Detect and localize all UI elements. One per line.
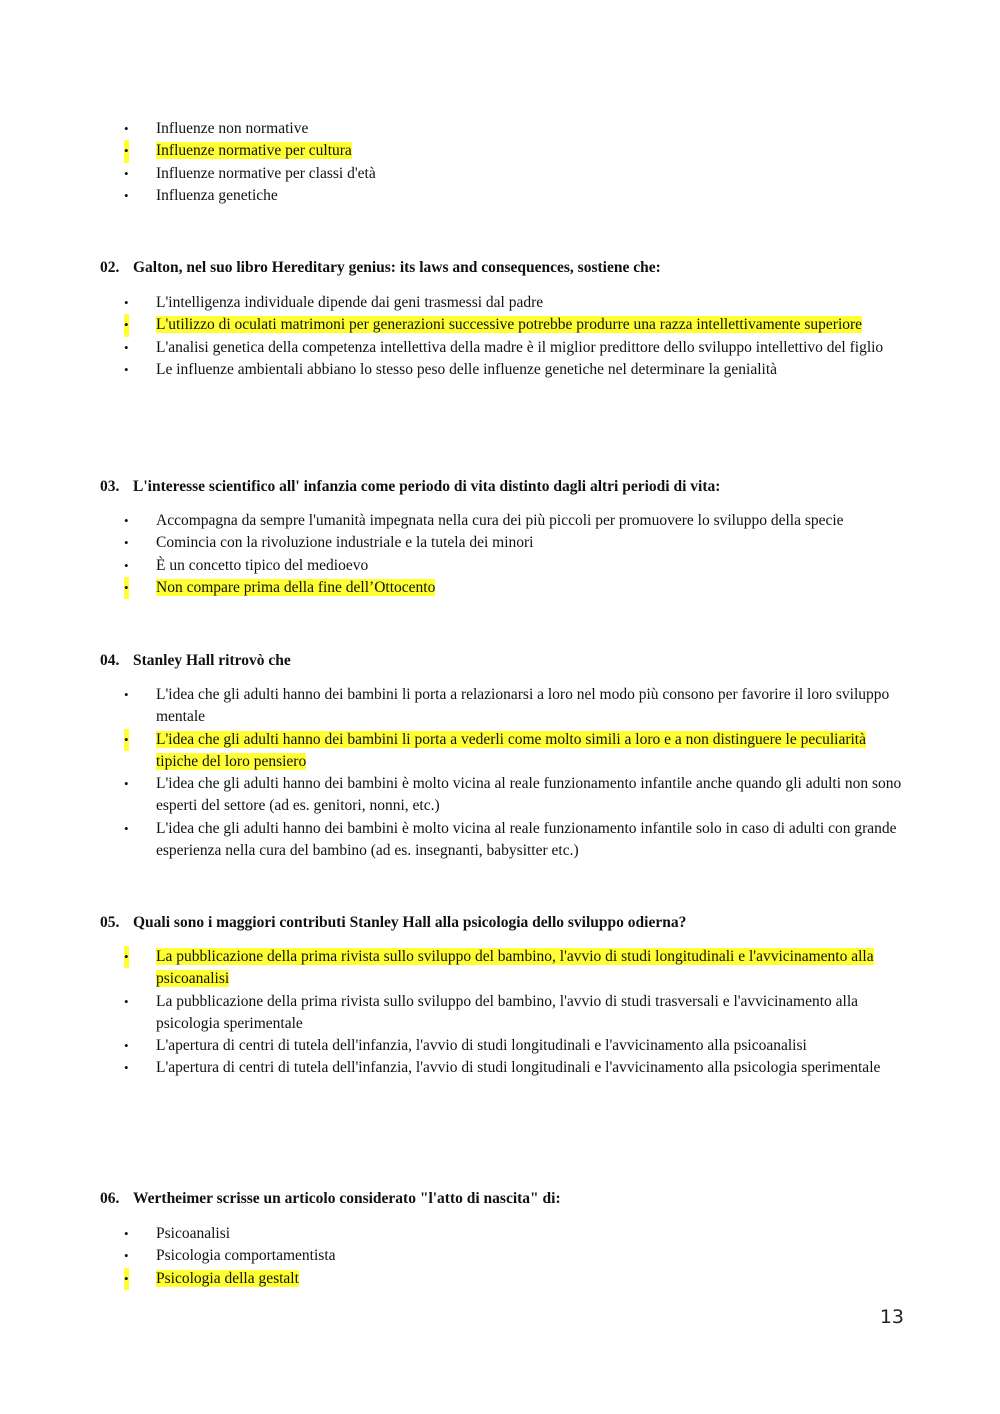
q03-question (100, 476, 920, 498)
q06-number: 06. (100, 1190, 120, 1207)
q06-options (100, 1223, 910, 1290)
q02-text: Galton, nel suo libro Hereditary genius: its laws and consequences, sostiene che: (133, 259, 661, 276)
q01-option-4: • Influenza genetiche (100, 185, 910, 207)
q06-option-3-correct: • Psicologia della gestalt (100, 1268, 910, 1290)
q01-options (100, 118, 910, 207)
q03-number: 03. (100, 478, 120, 495)
q04-number: 04. (100, 652, 120, 669)
bullet: • (124, 776, 129, 792)
q04-option-4: • L'idea che gli adulti hanno dei bambini è molto vicina al reale funzionamento infantile solo in caso di adulti con grande esperienza nella cura del bambino (ad es. insegnanti, babysitter etc.) (124, 819, 897, 860)
bullet: • (124, 165, 129, 181)
bullet: • (124, 946, 129, 968)
q04-text: Stanley Hall ritrovò che (133, 652, 291, 669)
page-number: 13 (879, 1306, 904, 1328)
bullet: • (124, 557, 129, 573)
q05-text: Quali sono i maggiori contributi Stanley Hall alla psicologia dello sviluppo odierna? (133, 914, 687, 931)
bullet: • (124, 140, 129, 162)
bullet: • (124, 1248, 129, 1264)
q04-option-1: • L'idea che gli adulti hanno dei bambini li porta a relazionarsi a loro nel modo più consono per favorire il loro sviluppo mentale (124, 686, 890, 726)
q02-option-3: • L'analisi genetica della competenza intellettiva della madre è il miglior predittore dello sviluppo intellettivo del figlio (100, 337, 910, 359)
bullet: • (124, 993, 129, 1009)
bullet: • (124, 577, 129, 599)
q01-option-3: • Influenze normative per classi d'età (100, 163, 910, 185)
q06-option-1: • Psicoanalisi (100, 1223, 910, 1245)
q02-option-1: • L'intelligenza individuale dipende dai geni trasmessi dal padre (100, 292, 910, 314)
q05-option-2: • La pubblicazione della prima rivista sullo sviluppo del bambino, l'avvio di studi trasversali e l'avvicinamento alla psicologia sperimentale (124, 992, 859, 1032)
q02-option-2-correct: • L'utilizzo di oculati matrimoni per generazioni successive potrebbe produrre una razza intellettivamente superiore (100, 314, 910, 336)
q06-question (100, 1188, 920, 1210)
q02-number: 02. (100, 259, 120, 276)
bullet: • (124, 820, 129, 836)
q06-text: Wertheimer scrisse un articolo considerato "l'atto di nascita" di: (133, 1190, 561, 1207)
bullet: • (124, 729, 129, 751)
q01-option-1: • Influenze non normative (100, 118, 910, 140)
q02-question (100, 257, 920, 279)
q05-option-3: • L'apertura di centri di tutela dell'infanzia, l'avvio di studi longitudinali e l'avvicinamento alla psicoanalisi (100, 1035, 910, 1057)
q02-option-4: • Le influenze ambientali abbiano lo stesso peso delle influenze genetiche nel determinare la genialità (100, 359, 910, 381)
bullet: • (124, 1038, 129, 1054)
q03-options (100, 510, 910, 599)
q03-option-4-correct: • Non compare prima della fine dell’Ottocento (100, 577, 910, 599)
bullet: • (124, 314, 129, 336)
q03-text: L'interesse scientifico all' infanzia come periodo di vita distinto dagli altri periodi di vita: (133, 478, 721, 495)
q03-option-2: • Comincia con la rivoluzione industriale e la tutela dei minori (100, 532, 910, 554)
bullet: • (124, 121, 129, 136)
bullet: • (124, 535, 129, 551)
bullet: • (124, 687, 129, 702)
q04-options (100, 684, 910, 862)
bullet: • (124, 361, 129, 377)
q02-options (100, 292, 910, 381)
q04-option-2-correct: • L'idea che gli adulti hanno dei bambini li porta a vederli come molto simili a loro e a non distinguere le peculiarità tipiche del loro pensiero (124, 730, 866, 770)
bullet: • (124, 339, 129, 355)
bullet: • (124, 295, 129, 310)
q05-number: 05. (100, 914, 120, 931)
q05-question (100, 912, 920, 934)
q05-options (100, 946, 910, 1080)
q05-option-1-correct: • La pubblicazione della prima rivista sullo sviluppo del bambino, l'avvio di studi longitudinali e l'avvicinamento alla psicoanalisi (124, 948, 874, 988)
q03-option-1: • Accompagna da sempre l'umanità impegnata nella cura dei più piccoli per promuovere lo sviluppo della specie (100, 510, 910, 532)
q01-option-2-correct: • Influenze normative per cultura (100, 140, 910, 162)
bullet: • (124, 1268, 129, 1290)
q04-option-3: • L'idea che gli adulti hanno dei bambini è molto vicina al reale funzionamento infantile anche quando gli adulti non sono esperti del settore (ad es. genitori, nonni, etc.) (124, 775, 902, 815)
bullet: • (124, 187, 129, 203)
q03-option-3: • È un concetto tipico del medioevo (100, 555, 910, 577)
q04-question (100, 650, 920, 672)
q05-option-4: • L'apertura di centri di tutela dell'infanzia, l'avvio di studi longitudinali e l'avvicinamento alla psicologia sperimentale (100, 1057, 910, 1079)
bullet: • (124, 1060, 129, 1076)
bullet: • (124, 513, 129, 528)
q06-option-2: • Psicologia comportamentista (100, 1245, 910, 1267)
bullet: • (124, 1226, 129, 1241)
